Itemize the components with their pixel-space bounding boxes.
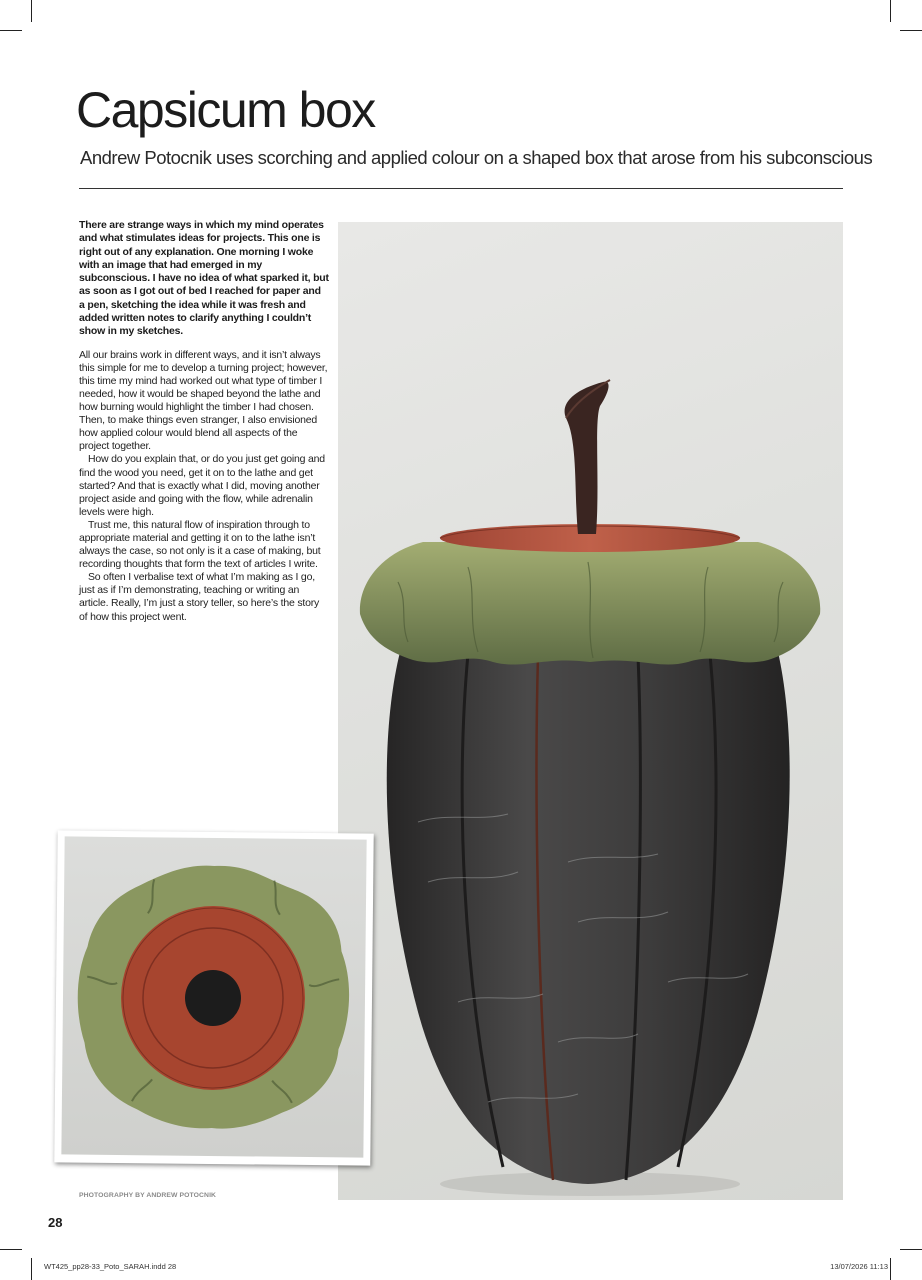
top-view-photo: [61, 836, 366, 1157]
capsicum-box-illustration: [338, 222, 843, 1200]
crop-mark: [900, 1249, 922, 1250]
divider-rule: [79, 188, 843, 189]
top-view-illustration: [61, 836, 366, 1157]
body-text: [79, 349, 329, 624]
article-subtitle: Andrew Potocnik uses scorching and applied colour on a shaped box that arose from his subconscious: [80, 147, 873, 168]
date-slug: 13/07/2026 11:13: [830, 1262, 888, 1271]
body-paragraph: Trust me, this natural flow of inspiration through to appropriate material and getting it on to the lathe isn’t always the case, so not only is it a case of making, but recording thoughts that form the text of articles I write.: [79, 518, 321, 571]
crop-mark: [31, 1258, 32, 1280]
crop-mark: [31, 0, 32, 22]
body-paragraph: All our brains work in different ways, and it isn’t always this simple for me to develop a turning project; however, this time my mind had worked out what type of timber I needed, how it would be shaped beyond the lathe and how burning would highlight the timber I had chosen. Then, to make things even stranger, I also envisioned how applied colour would blend all aspects of the project together.: [79, 348, 328, 453]
body-paragraph: How do you explain that, or do you just get going and find the wood you need, get it on to the lathe and get started? And that is exactly what I did, moving another project aside and going with the flow, while adrenalin levels were high.: [79, 453, 325, 518]
crop-mark: [0, 1249, 22, 1250]
article-title: Capsicum box: [76, 82, 375, 138]
crop-mark: [890, 0, 891, 22]
photo-credit: PHOTOGRAPHY BY ANDREW POTOCNIK: [79, 1192, 217, 1199]
crop-mark: [890, 1258, 891, 1280]
text-column: [79, 219, 329, 624]
body-paragraph: So often I verbalise text of what I’m making as I go, just as if I’m demonstrating, teaching or writing an article. Really, I’m just a story teller, so here’s the story of how this project went.: [79, 571, 320, 623]
capsicum-box-photo: [338, 222, 843, 1200]
crop-mark: [900, 30, 922, 31]
page-number: 28: [48, 1215, 63, 1230]
inset-photo-frame: [54, 830, 373, 1165]
crop-mark: [0, 30, 22, 31]
file-slug: WT425_pp28-33_Poto_SARAH.indd 28: [44, 1262, 177, 1271]
intro-paragraph: There are strange ways in which my mind operates and what stimulates ideas for projects. This one is right out of any explanation. One morning I woke with an image that had emerged in my subconscious. I have no idea of what sparked it, but as soon as I got out of bed I reached for paper and a pen, sketching the idea while it was fresh and added written notes to clarify anything I couldn’t show in my sketches.: [79, 219, 329, 338]
